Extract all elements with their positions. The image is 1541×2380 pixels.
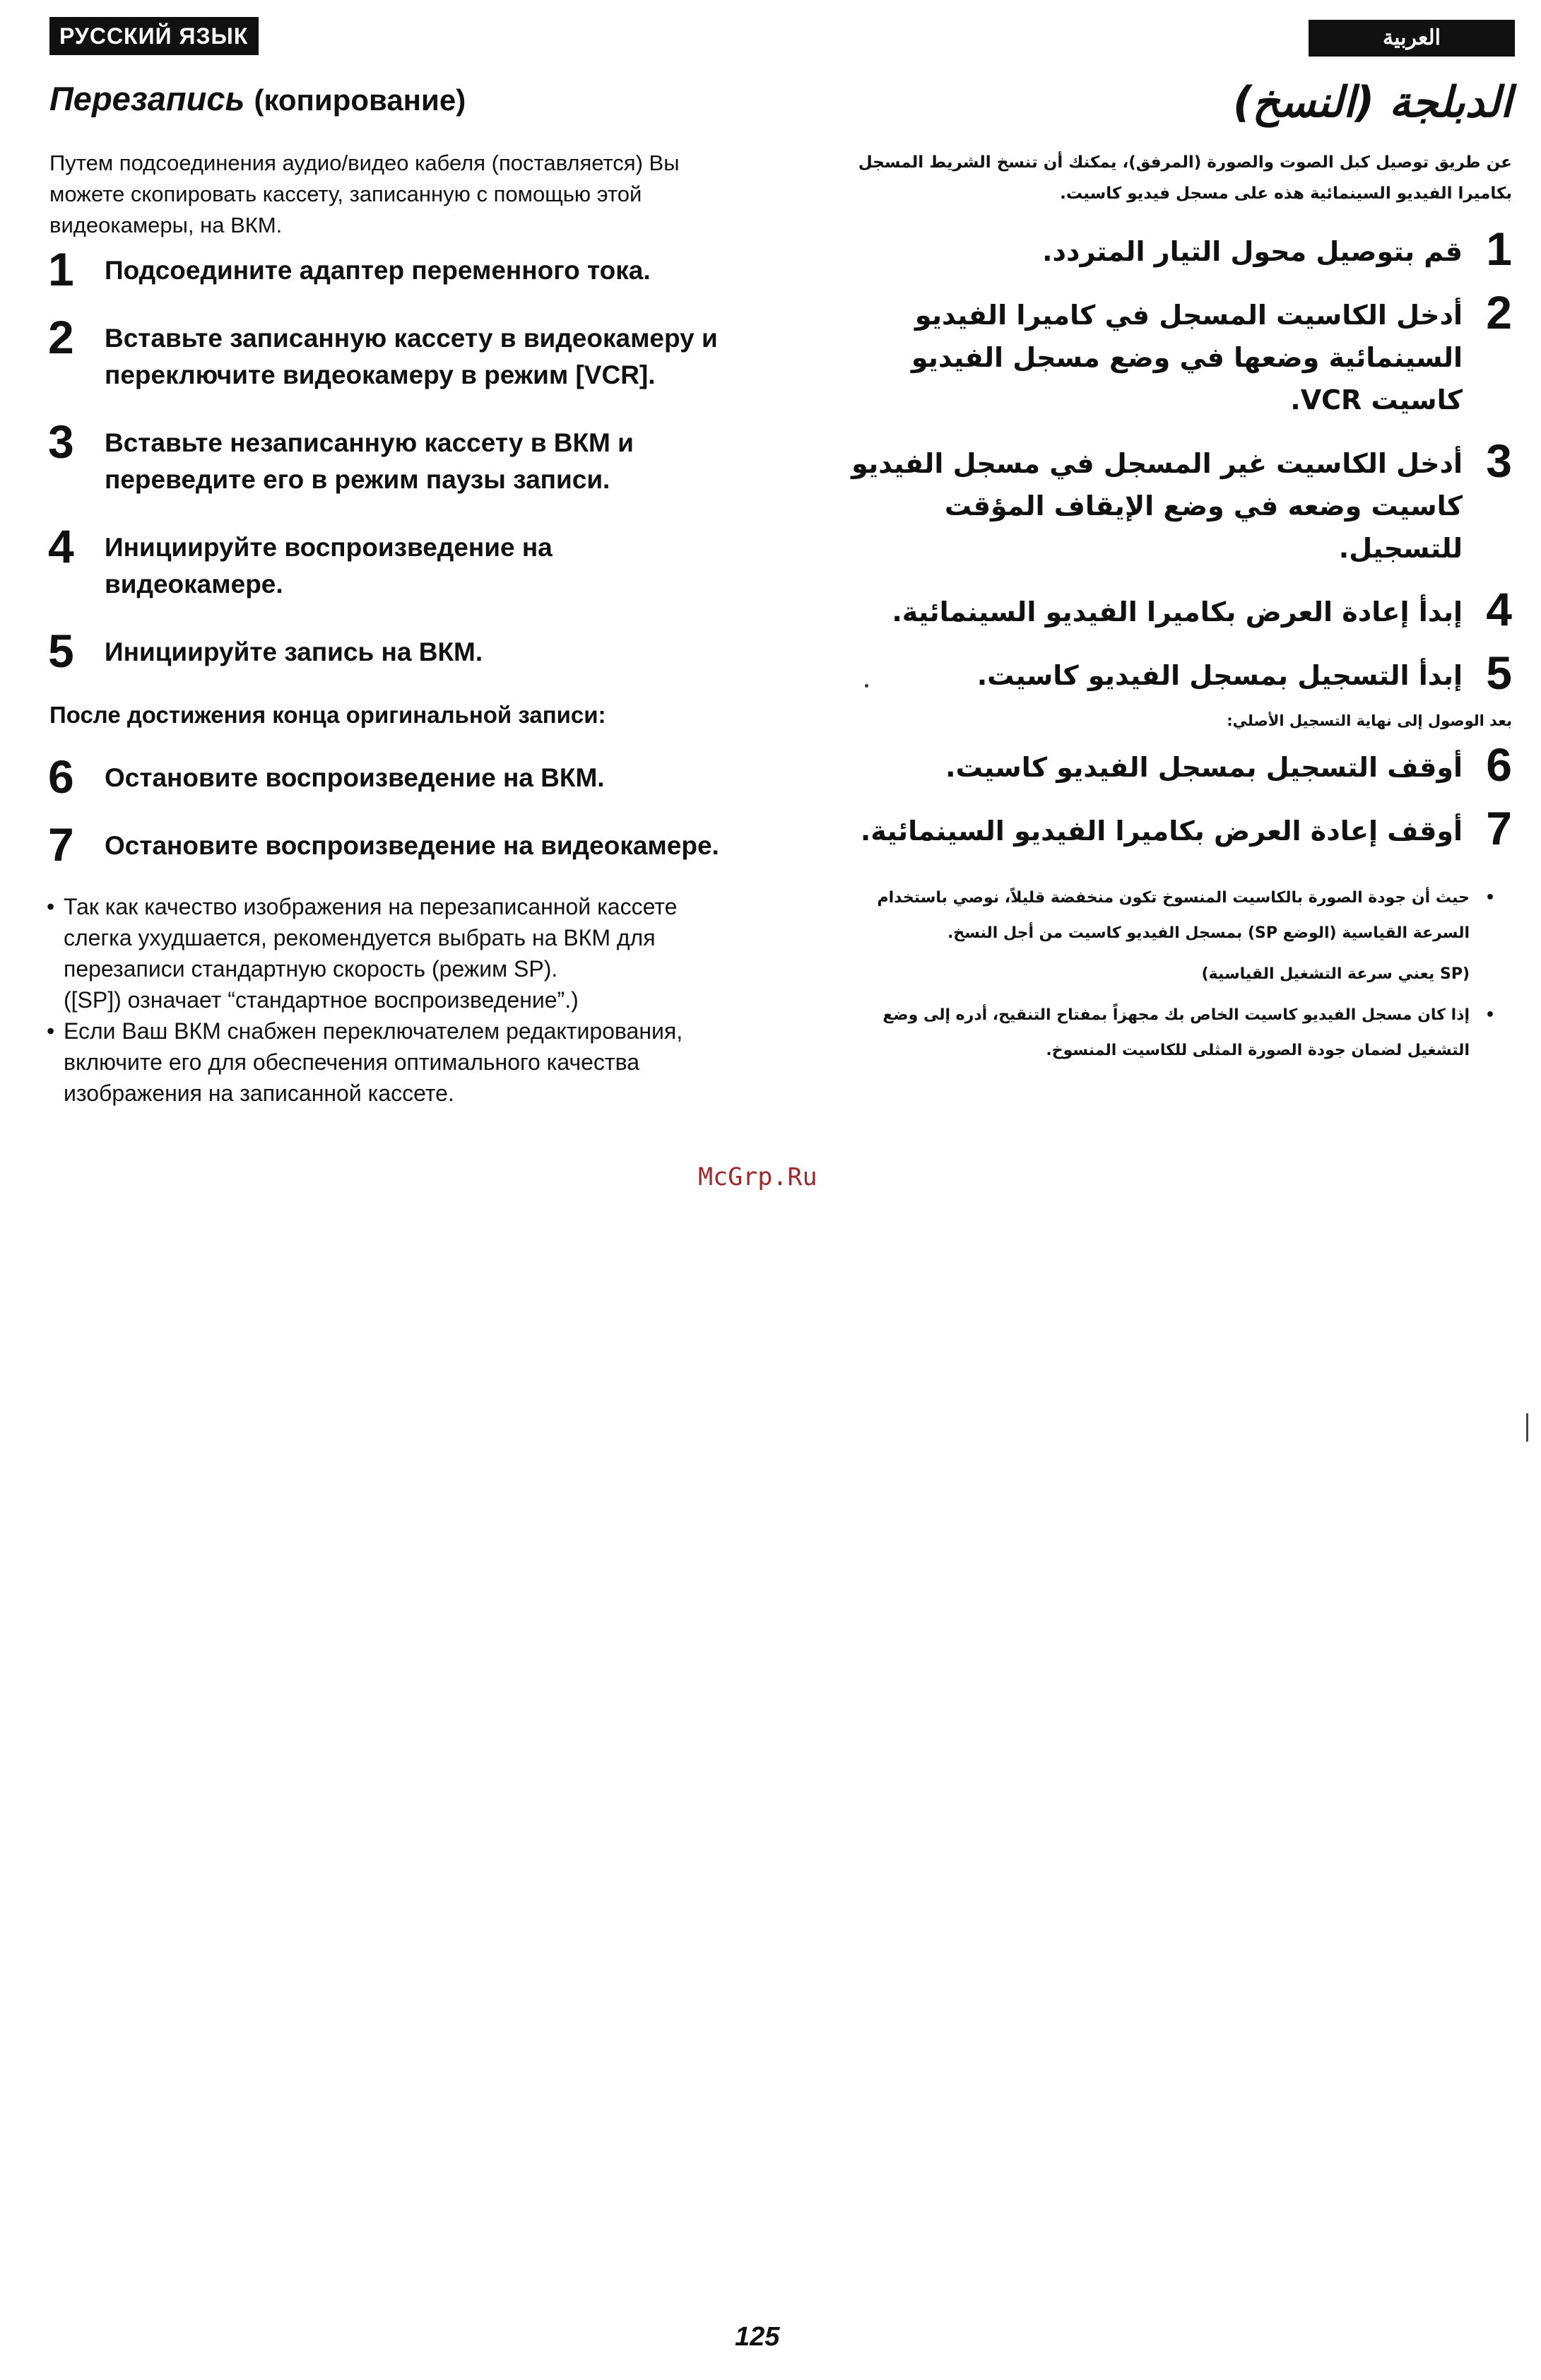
step-text: أدخل الكاسيت غير المسجل في مسجل الفيديو كاسيت وضعه في وضع الإيقاف المؤقت للتسجيل. [851,448,1463,564]
bullet-icon: • [1484,889,1495,907]
arabic-step-3 [848,435,1512,570]
step-number: 1 [48,243,74,295]
intro-paragraph: Путем подсоединения аудио/видео кабеля (поставляется) Вы можете скопировать кассету, записанную с помощью этой видеокамеры, на ВКМ. [49,151,680,237]
step-number: 1 [1486,223,1512,275]
step-text: أوقف إعادة العرض بكاميرا الفيديو السينمائية. [860,815,1463,847]
step-1 [48,243,728,295]
step-text: Остановите воспроизведение на видеокамере. [105,831,719,860]
note-text: إذا كان مسجل الفيديو كاسيت الخاص بك مجهزاً بمفتاح التنقيح، أدره إلى وضع التشغيل لضمان جودة الصورة المثلى للكاسيت المنسوخ. [882,1006,1470,1059]
step-number: 3 [48,416,74,468]
bullet-icon: • [47,894,55,919]
step-6 [48,750,728,803]
step-number: 2 [1486,286,1512,338]
step-number: 4 [1486,583,1512,635]
watermark: McGrp.Ru [698,1163,817,1191]
note-text: Если Ваш ВКМ снабжен переключателем редактирования, включите его для обеспечения оптимального качества изображения на записанной кассете. [64,1018,683,1106]
arabic-step-2 [848,286,1512,421]
note-text: Так как качество изображения на перезаписанной кассете слегка ухудшается, рекомендуется выбрать на ВКМ для перезаписи стандартную скорость (режим SP). [64,894,678,982]
scan-speck [865,684,868,688]
step-text: أدخل الكاسيت المسجل في كاميرا الفيديو السينمائية وضعها في وضع مسجل الفيديو كاسيت VCR. [911,300,1463,416]
note-text: حيث أن جودة الصورة بالكاسيت المنسوخ تكون منخفضة قليلاً، نوصي باستخدام السرعة القياسية (الوضع SP) بمسجل الفيديو كاسيت من أجل النسخ. [877,889,1470,942]
arabic-note-1 [848,880,1495,951]
arabic-title: الدبلجة (النسخ) [1233,78,1512,127]
step-5 [48,625,728,677]
step-text: Инициируйте запись на ВКМ. [105,637,483,666]
step-text: Инициируйте воспроизведение на видеокамере. [105,533,553,599]
step-text: أوقف التسجيل بمسجل الفيديو كاسيت. [945,752,1463,783]
arabic-step-5 [848,647,1512,699]
bullet-icon: • [1484,1006,1495,1024]
arabic-step-6 [848,738,1512,791]
note-2 [49,1015,728,1109]
page-number: 125 [735,2322,780,2352]
step-text: إبدأ التسجيل بمسجل الفيديو كاسيت. [976,660,1463,691]
page-title [49,79,728,118]
arabic-note-2 [848,998,1495,1068]
arabic-after-end-heading: بعد الوصول إلى نهاية التسجيل الأصلي: [1227,712,1512,729]
step-text: Подсоедините адаптер переменного тока. [105,256,651,285]
step-text: Вставьте незаписанную кассету в ВКМ и переведите его в режим паузы записи. [105,428,634,494]
title-sub: (копирование) [254,83,466,117]
arabic-step-4 [848,583,1512,635]
scan-edge-mark [1526,1413,1528,1442]
step-text: إبدأ إعادة العرض بكاميرا الفيديو السينمائية. [892,596,1463,628]
step-4 [48,520,728,603]
after-end-heading: После достижения конца оригинальной записи: [49,702,606,728]
step-3 [48,416,728,498]
russian-column [49,79,728,1109]
title-main: Перезапись [49,80,245,117]
step-text: Вставьте записанную кассету в видеокамеру и переключите видеокамеру в режим [VCR]. [105,324,718,389]
notes [49,891,728,1109]
step-2 [48,311,728,394]
arabic-intro: عن طريق توصيل كبل الصوت والصورة (المرفق)، يمكنك أن تنسخ الشريط المسجل بكاميرا الفيديو السينمائية هذه على مسجل فيديو كاسيت. [858,153,1512,203]
step-number: 5 [1486,647,1512,699]
arabic-step-7 [848,802,1512,854]
step-number: 7 [48,818,74,871]
step-number: 5 [48,625,74,677]
step-number: 6 [48,750,74,803]
arabic-note-1-extra: (SP يعني سرعة التشغيل القياسية) [1201,965,1470,983]
arabic-step-1 [848,223,1512,275]
step-number: 7 [1486,802,1512,854]
step-number: 4 [48,520,74,572]
arabic-column [848,78,1512,1074]
step-number: 6 [1486,738,1512,791]
language-tab-russian: РУССКИЙ ЯЗЫК [49,17,259,55]
step-7 [48,818,728,871]
arabic-notes [848,880,1512,1068]
language-tab-arabic: العربية [1309,20,1515,57]
step-text: قم بتوصيل محول التيار المتردد. [1042,236,1463,267]
note-1 [49,891,728,984]
note-1-extra: ([SP]) означает “стандартное воспроизведение”.) [64,987,579,1013]
step-number: 2 [48,311,74,363]
step-text: Остановите воспроизведение на ВКМ. [105,763,605,792]
step-number: 3 [1486,435,1512,487]
bullet-icon: • [47,1018,55,1044]
